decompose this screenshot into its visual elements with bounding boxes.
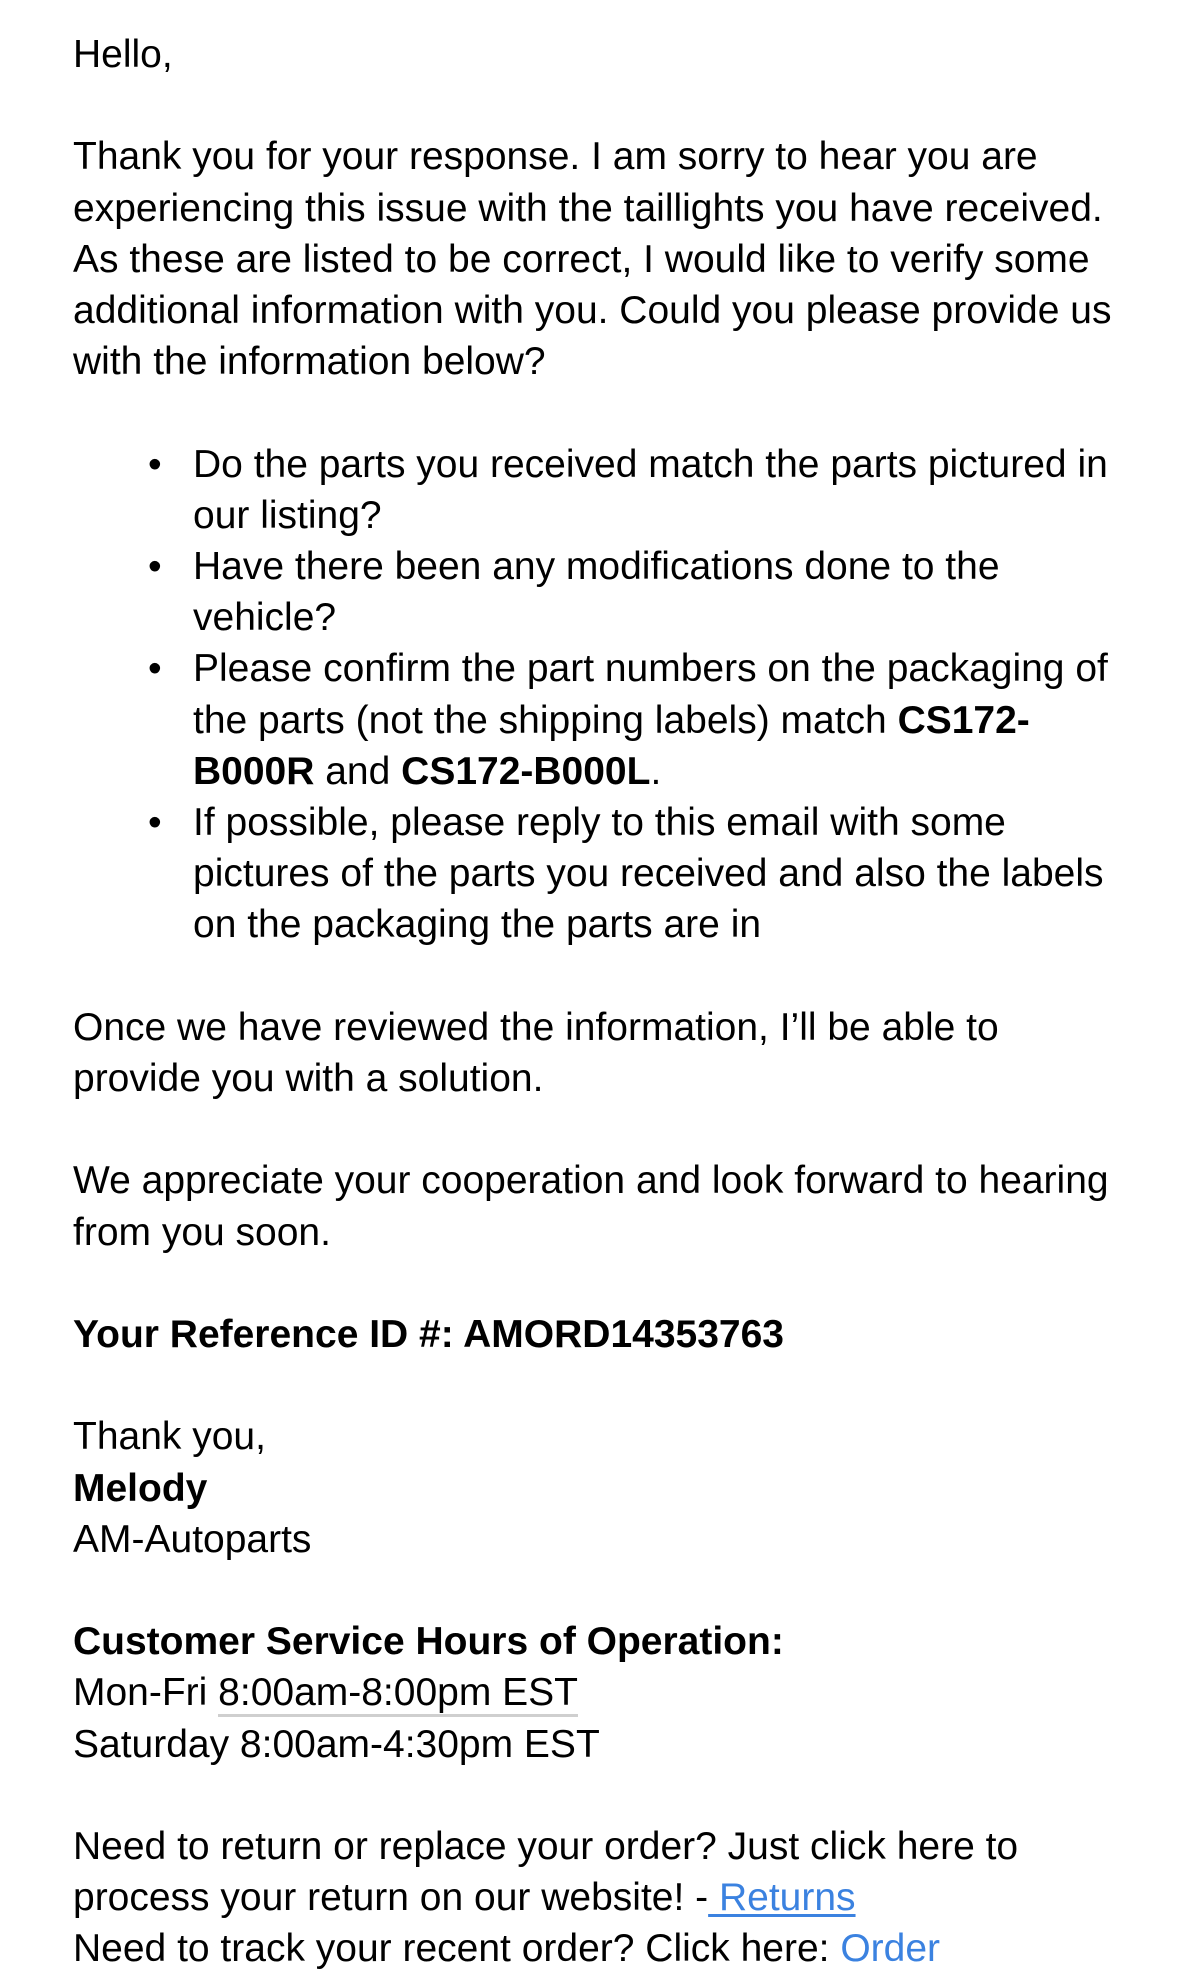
bullet-icon: • [148, 442, 162, 486]
bullet-icon: • [148, 801, 162, 845]
signature-name: Melody [73, 1466, 208, 1510]
reference-id: Your Reference ID #: AMORD14353763 [73, 1313, 784, 1356]
returns-paragraph: Need to return or replace your order? Just click here to process your return on our website! - Returns [73, 1824, 1019, 1920]
reference-id-value: AMORD14353763 [463, 1313, 784, 1356]
appreciate-paragraph: We appreciate your cooperation and look forward to hearing from you soon. [73, 1159, 1109, 1254]
hours-weekday: Mon-Fri 8:00am-8:00pm EST [73, 1667, 1113, 1718]
list-item: • Please confirm the part numbers on the packaging of the parts (not the shipping labels) match CS172-B000R and CS172-B000L. [193, 643, 1113, 797]
list-item: • Have there been any modifications done to the vehicle? [193, 541, 1113, 643]
request-list [73, 439, 1113, 951]
part-number-right: CS172-B000R [193, 698, 1030, 793]
track-paragraph: Need to track your recent order? Click here: Order [73, 1927, 941, 1971]
greeting: Hello, [73, 33, 173, 76]
returns-link[interactable]: Returns [708, 1876, 856, 1920]
order-link[interactable]: Order [840, 1927, 941, 1971]
hours-title: Customer Service Hours of Operation: [73, 1620, 784, 1664]
review-paragraph: Once we have reviewed the information, I’ll be able to provide you with a solution. [73, 1005, 999, 1101]
email-body [73, 29, 1113, 1975]
hours-saturday: Saturday 8:00am-4:30pm EST [73, 1722, 600, 1766]
weekday-time-detected[interactable]: 8:00am-8:00pm EST [218, 1671, 578, 1717]
list-item: • If possible, please reply to this email with some pictures of the parts you received and also the labels on the packaging the parts are in [193, 797, 1113, 951]
bullet-icon: • [148, 545, 162, 588]
intro-paragraph: Thank you for your response. I am sorry to hear you are experiencing this issue with the taillights you have received. As these are listed to be correct, I would like to verify some additional information with you. Could you please provide us with the information below? [73, 135, 1112, 384]
signature-company: AM-Autoparts [73, 1517, 312, 1561]
signature-closing: Thank you, [73, 1415, 266, 1459]
bullet-icon: • [148, 647, 162, 691]
list-item: • Do the parts you received match the parts pictured in our listing? [193, 439, 1113, 541]
part-number-left: CS172-B000L [401, 749, 651, 793]
